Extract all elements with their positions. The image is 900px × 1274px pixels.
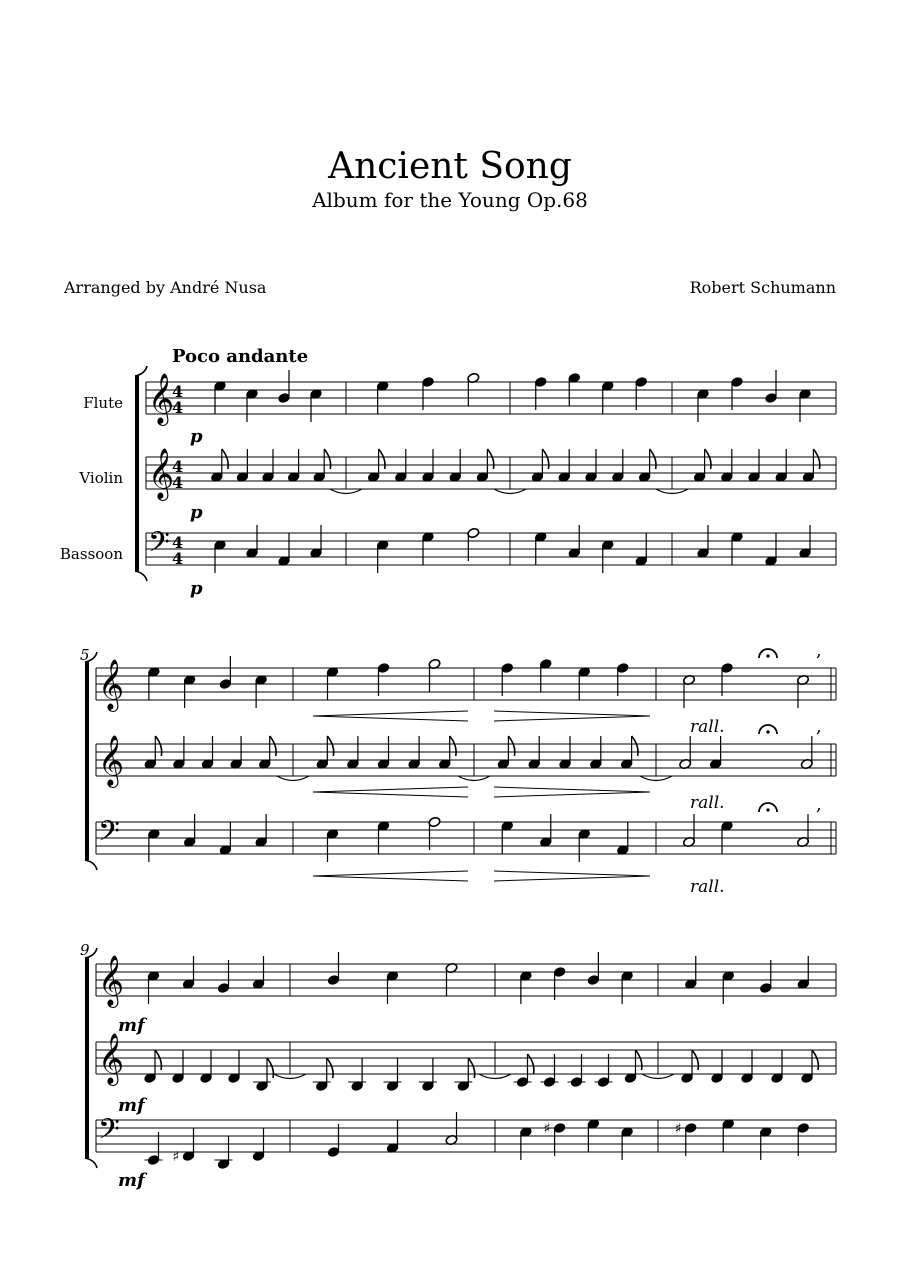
instrument-label-bassoon: Bassoon — [59, 545, 123, 563]
piece-title: Ancient Song — [328, 146, 572, 187]
notation-layer — [85, 366, 836, 1170]
note-flag — [327, 1058, 333, 1078]
breath-mark: , — [816, 640, 822, 661]
hairpin — [494, 787, 650, 792]
treble-clef: 𝄞 — [98, 735, 125, 786]
note-flag — [270, 736, 276, 756]
time-signature: 4 — [172, 549, 184, 568]
note-flag — [324, 449, 330, 469]
note-flag — [487, 449, 493, 469]
hairpin — [313, 871, 468, 876]
sharp-sign: ♯ — [674, 1121, 682, 1137]
bracket-hook — [135, 571, 147, 581]
tie — [642, 1074, 674, 1079]
treble-clef: 𝄞 — [98, 1033, 125, 1084]
hairpin — [494, 716, 650, 721]
note-flag — [812, 1050, 818, 1070]
hairpin — [313, 792, 468, 797]
instrument-label-violin: Violin — [79, 469, 123, 487]
rall-annotation: rall. — [690, 793, 725, 813]
piece-subtitle: Album for the Young Op.68 — [312, 188, 588, 212]
hairpin — [313, 787, 468, 792]
tie — [494, 489, 526, 494]
bass-clef: 𝄢 — [98, 1113, 120, 1153]
time-signature: 4 — [172, 473, 184, 492]
time-signature: 4 — [172, 398, 184, 417]
note-flag — [528, 1054, 534, 1074]
note-flag — [813, 449, 819, 469]
time-signature: 4 — [172, 533, 184, 552]
note-flag — [468, 1058, 474, 1078]
tie — [274, 1074, 306, 1079]
note-flag — [542, 449, 548, 469]
treble-clef: 𝄞 — [98, 659, 125, 710]
dynamic-marking: mf — [118, 1170, 145, 1191]
hairpin — [313, 711, 468, 716]
treble-clef: 𝄞 — [98, 955, 125, 1006]
hairpin — [313, 716, 468, 721]
composer-credit: Robert Schumann — [689, 278, 836, 297]
measure-number: 9 — [80, 941, 90, 959]
bracket-hook — [85, 860, 97, 870]
note-flag — [222, 449, 228, 469]
note-flag — [155, 1050, 161, 1070]
instrument-label-flute: Flute — [83, 394, 123, 412]
hairpin — [494, 871, 650, 876]
dynamic-marking: mf — [118, 1015, 145, 1036]
tempo-marking: Poco andante — [172, 346, 309, 367]
note-flag — [508, 736, 514, 756]
rall-annotation: rall. — [690, 877, 725, 897]
note-flag — [692, 1050, 698, 1070]
note-flag — [450, 736, 456, 756]
note-flag — [267, 1058, 273, 1078]
hairpin — [313, 876, 468, 881]
note-flag — [636, 1050, 642, 1070]
note-flag — [155, 736, 161, 756]
fermata-dot — [766, 654, 769, 657]
measure-number: 5 — [80, 646, 90, 664]
treble-clef: 𝄞 — [148, 373, 175, 424]
sharp-sign: ♯ — [172, 1149, 180, 1165]
tie — [479, 1074, 511, 1079]
note-flag — [650, 449, 656, 469]
dynamic-marking: mf — [118, 1095, 145, 1116]
rall-annotation: rall. — [690, 717, 725, 737]
note-flag — [632, 736, 638, 756]
tie — [458, 776, 490, 781]
fermata-dot — [766, 808, 769, 811]
tie — [640, 776, 672, 781]
bracket-hook — [135, 366, 147, 376]
note-flag — [705, 449, 711, 469]
tie — [277, 776, 309, 781]
fermata-dot — [766, 730, 769, 733]
note-flag — [379, 449, 385, 469]
sharp-sign: ♯ — [543, 1121, 551, 1137]
dynamic-marking: p — [190, 502, 203, 523]
tie — [656, 489, 688, 494]
dynamic-marking: p — [190, 426, 203, 447]
time-signature: 4 — [172, 382, 184, 401]
treble-clef: 𝄞 — [148, 448, 175, 499]
time-signature: 4 — [172, 457, 184, 476]
hairpin — [494, 711, 650, 716]
tie — [330, 489, 362, 494]
breath-mark: , — [816, 794, 822, 815]
dynamic-marking: p — [190, 578, 203, 599]
breath-mark: , — [816, 716, 822, 737]
bass-clef: 𝄢 — [148, 526, 170, 566]
bass-clef: 𝄢 — [98, 815, 120, 855]
hairpin — [494, 876, 650, 881]
note-flag — [327, 736, 333, 756]
arranger-credit: Arranged by André Nusa — [64, 278, 267, 297]
bracket-hook — [85, 1158, 97, 1168]
hairpin — [494, 792, 650, 797]
